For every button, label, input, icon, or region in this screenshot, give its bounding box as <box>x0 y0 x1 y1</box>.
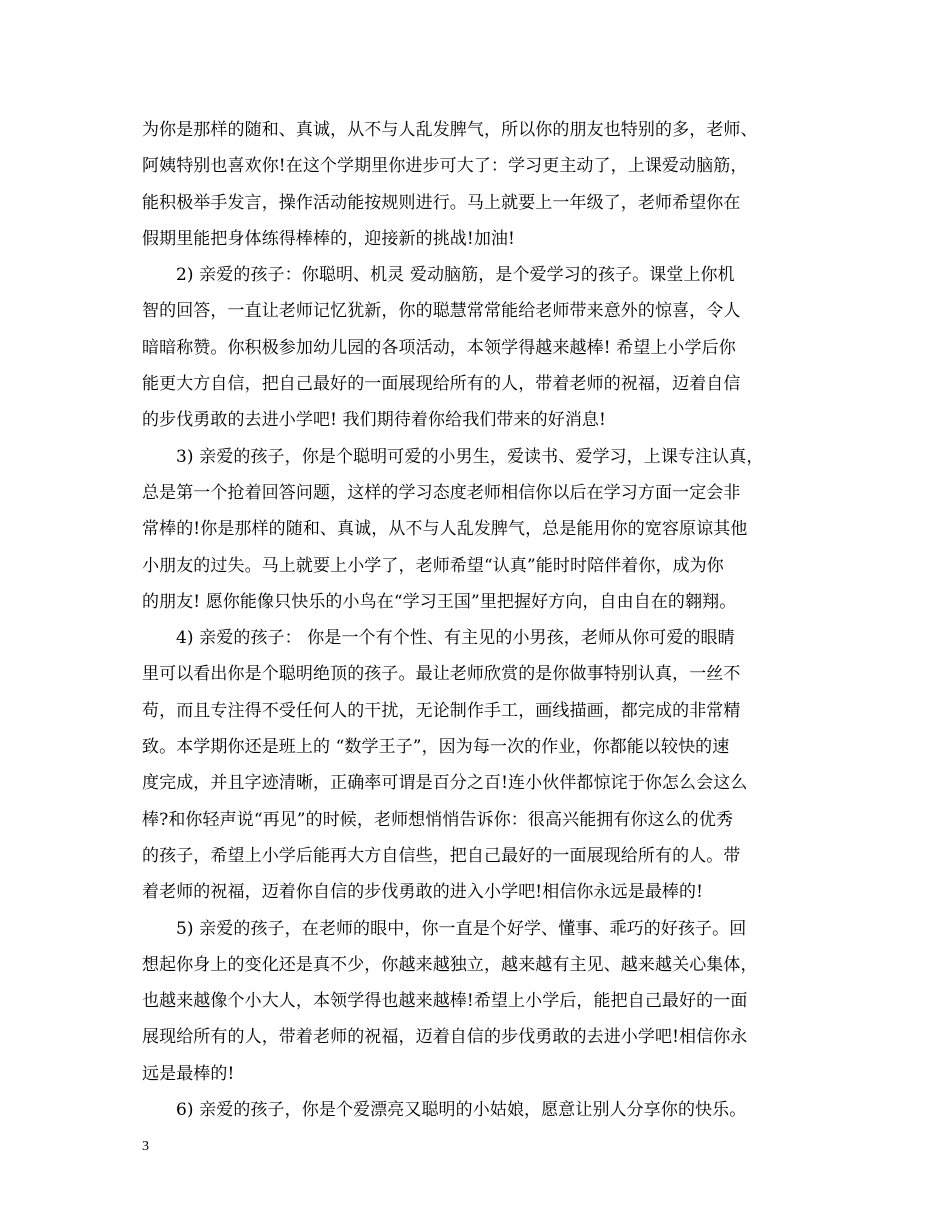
text-line: 4) 亲爱的孩子： 你是一个有个性、有主见的小男孩，老师从你可爱的眼睛 <box>176 628 735 649</box>
text-line: 小朋友的过失。马上就要上小学了，老师希望“认真”能时时陪伴着你，成为你 <box>142 555 724 576</box>
text-line: 暗暗称赞。你积极参加幼儿园的各项活动，本领学得越来越棒! 希望上小学后你 <box>142 337 736 358</box>
text-line: 假期里能把身体练得棒棒的，迎接新的挑战!加油! <box>142 228 515 249</box>
text-line: 的孩子，希望上小学后能再大方自信些，把自己最好的一面展现给所有的人。带 <box>142 845 741 866</box>
text-line: 远是最棒的! <box>142 1063 235 1084</box>
text-line: 展现给所有的人，带着老师的祝福，迈着自信的步伐勇敢的去进小学吧!相信你永 <box>142 1027 748 1048</box>
text-line: 为你是那样的随和、真诚，从不与人乱发脾气，所以你的朋友也特别的多，老师、 <box>142 120 758 140</box>
text-line: 总是第一个抢着回答问题，这样的学习态度老师相信你以后在学习方面一定会非 <box>142 482 741 503</box>
text-line: 阿姨特别也喜欢你!在这个学期里你进步可大了：学习更主动了，上课爱动脑筋， <box>142 156 748 177</box>
text-line: 5) 亲爱的孩子，在老师的眼中，你一直是个好学、懂事、乖巧的好孩子。回 <box>176 918 747 939</box>
text-line: 棒?和你轻声说“再见”的时候，老师想悄悄告诉你：很高兴能拥有你这么的优秀 <box>142 809 734 830</box>
text-line: 里可以看出你是个聪明绝顶的孩子。最让老师欣赏的是你做事特别认真，一丝不 <box>142 664 741 685</box>
text-line: 想起你身上的变化还是真不少，你越来越独立，越来越有主见、越来越关心集体， <box>142 954 758 975</box>
text-line: 致。本学期你还是班上的 “数学王子”，因为每一次的作业，你都能以较快的速 <box>142 737 730 758</box>
text-line: 的朋友! 愿你能像只快乐的小鸟在“学习王国”里把握好方向，自由自在的翱翔。 <box>142 591 737 612</box>
text-line: 3) 亲爱的孩子，你是个聪明可爱的小男生，爱读书、爱学习，上课专注认真， <box>176 446 764 467</box>
text-line: 6) 亲爱的孩子，你是个爱漂亮又聪明的小姑娘，愿意让别人分享你的快乐。 <box>176 1100 747 1121</box>
text-line: 着老师的祝福，迈着你自信的步伐勇敢的进入小学吧!相信你永远是最棒的! <box>142 882 704 903</box>
text-line: 度完成，并且字迹清晰，正确率可谓是百分之百!连小伙伴都惊诧于你怎么会这么 <box>142 773 748 794</box>
text-line: 2) 亲爱的孩子：你聪明、机灵 爱动脑筋，是个爱学习的孩子。课堂上你机 <box>176 265 735 286</box>
text-line: 能积极举手发言，操作活动能按规则进行。马上就要上一年级了，老师希望你在 <box>142 192 741 213</box>
text-line: 能更大方自信，把自己最好的一面展现给所有的人，带着老师的祝福，迈着自信 <box>142 374 741 395</box>
text-line: 苟，而且专注得不受任何人的干扰，无论制作手工，画线描画，都完成的非常精 <box>142 700 741 721</box>
text-line: 常棒的!你是那样的随和、真诚，从不与人乱发脾气，总是能用你的宽容原谅其他 <box>142 519 748 540</box>
text-line: 也越来越像个小大人，本领学得也越来越棒!希望上小学后，能把自己最好的一面 <box>142 991 748 1012</box>
document-body <box>142 112 810 1128</box>
page-number: 3 <box>142 1139 149 1154</box>
text-line: 的步伐勇敢的去进小学吧! 我们期待着你给我们带来的好消息! <box>142 410 606 431</box>
text-line: 智的回答，一直让老师记忆犹新，你的聪慧常常能给老师带来意外的惊喜，令人 <box>142 301 741 322</box>
